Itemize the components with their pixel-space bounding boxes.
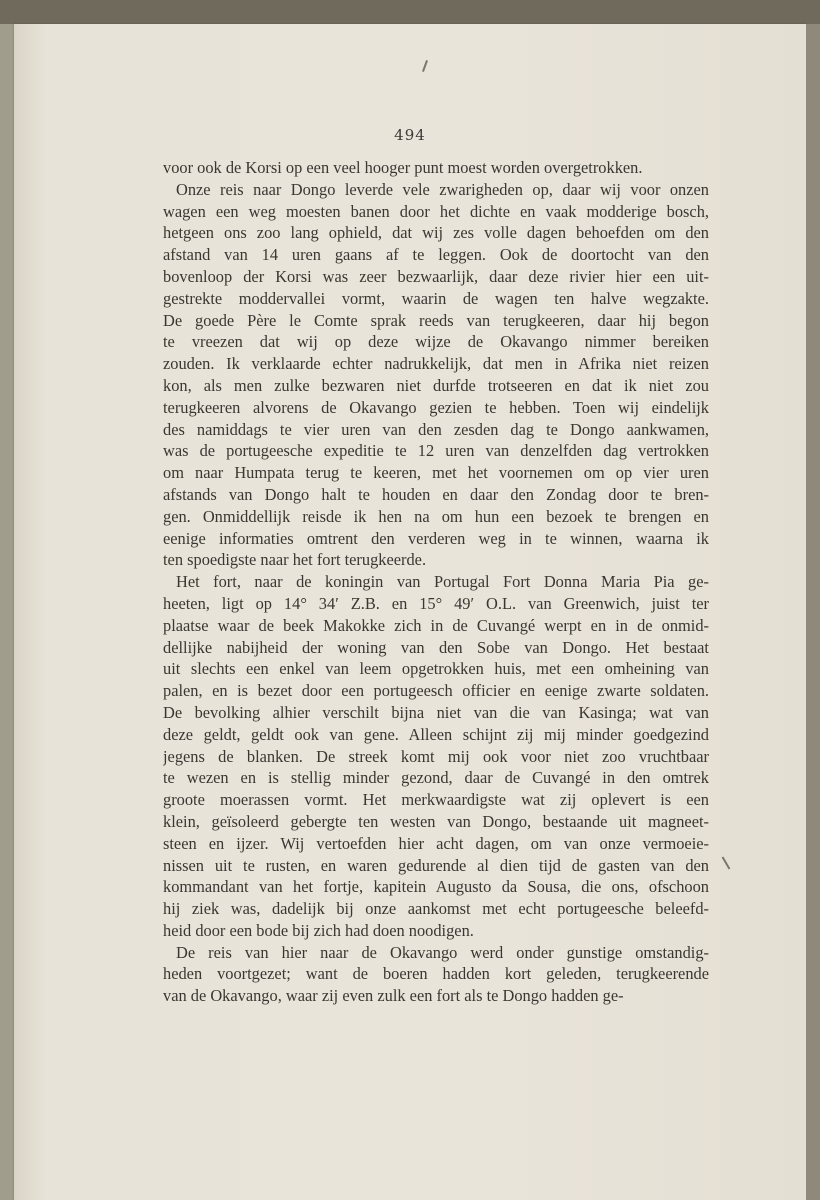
text-line: kon, als men zulke bezwaren niet durfde trotseeren en dat ik niet zou [163, 375, 709, 395]
text-line: heden voortgezet; want de boeren hadden kort geleden, terugkeerende [163, 964, 709, 984]
text-line: afstand van 14 uren gaans af te leggen. Ook de doortocht van den [163, 245, 709, 265]
text-line: hetgeen ons zoo lang ophield, dat wij zes volle dagen behoefden om den [163, 223, 709, 243]
text-line: bovenloop der Korsi was zeer bezwaarlijk, daar deze rivier hier een uit- [163, 266, 709, 286]
text-line: De reis van hier naar de Okavango werd onder gunstige omstandig- [176, 942, 709, 962]
text-line: klein, geïsoleerd gebergte ten westen van Dongo, bestaande uit magneet- [163, 811, 709, 831]
page-number: 494 [394, 126, 426, 144]
text-line: te vreezen dat wij op deze wijze de Okavango nimmer bereiken [163, 332, 709, 352]
text-line: gen. Onmiddellijk reisde ik hen na om hun een bezoek te brengen en [163, 506, 709, 526]
text-line: eenige informaties omtrent den verderen weg in te winnen, waarna ik [163, 528, 709, 548]
text-line: jegens de blanken. De streek komt mij ook voor niet zoo vruchtbaar [163, 746, 709, 766]
text-line: kommandant van het fortje, kapitein Augusto da Sousa, die ons, ofschoon [163, 877, 709, 897]
text-line: nissen uit te rusten, en waren gedurende al dien tijd de gasten van den [163, 855, 709, 875]
text-line: gestrekte moddervallei vormt, waarin de wagen ten halve wegzakte. [163, 288, 709, 308]
text-line: te wezen en is stellig minder gezond, daar de Cuvangé in den omtrek [163, 768, 709, 788]
text-line: ten spoedigste naar het fort terugkeerde. [163, 550, 427, 570]
text-line: groote moerassen vormt. Het merkwaardigste wat zij oplevert is een [163, 790, 709, 810]
text-line: van de Okavango, waar zij even zulk een fort als te Dongo hadden ge- [163, 986, 624, 1006]
text-line: om naar Humpata terug te keeren, met het voornemen om op vier uren [163, 463, 709, 483]
text-line: De goede Père le Comte sprak reeds van terugkeeren, daar hij begon [163, 310, 709, 330]
paragraph [163, 571, 709, 942]
text-line: was de portugeesche expeditie te 12 uren van denzelfden dag vertrokken [163, 441, 709, 461]
text-line: hij ziek was, dadelijk bij onze aankomst met echt portugeesche beleefd- [163, 899, 709, 919]
text-line: afstands van Dongo halt te houden en daar den Zondag door te bren- [163, 484, 709, 504]
text-line: terugkeeren alvorens de Okavango gezien te hebben. Toen wij eindelijk [163, 397, 709, 417]
paragraph [163, 942, 709, 1007]
text-line: voor ook de Korsi op een veel hooger punt moest worden overgetrokken. [163, 158, 643, 177]
text-line: uit slechts een enkel van leem opgetrokken huis, met een omheining van [163, 659, 709, 679]
text-line: plaatse waar de beek Makokke zich in de Cuvangé werpt en in de onmid- [163, 615, 709, 635]
text-line: palen, en is bezet door een portugeesch officier en eenige zwarte soldaten. [163, 681, 709, 701]
text-line: wagen een weg moesten banen door het dichte en vaak modderige bosch, [163, 201, 709, 221]
text-line: heid door een bode bij zich had doen noodigen. [163, 920, 474, 940]
paragraph [163, 179, 709, 571]
text-line: De bevolking alhier verschilt bijna niet van die van Kasinga; wat van [163, 702, 709, 722]
text-line: Onze reis naar Dongo leverde vele zwarigheden op, daar wij voor onzen [176, 179, 709, 199]
scan-background-top [0, 0, 820, 24]
text-line: dellijke nabijheid der woning van den Sobe van Dongo. Het bestaat [163, 637, 709, 657]
text-line: deze geldt, geldt ook van gene. Alleen schijnt zij mij minder goedgezind [163, 724, 709, 744]
text-line: steen en ijzer. Wij vertoefden hier acht dagen, om van onze vermoeie- [163, 833, 709, 853]
text-line: des namiddags te vier uren van den zesden dag te Dongo aankwamen, [163, 419, 709, 439]
next-page-edge [806, 24, 820, 1200]
text-line: Het fort, naar de koningin van Portugal Fort Donna Maria Pia ge- [176, 572, 709, 592]
body-text [163, 157, 709, 1007]
text-line: zouden. Ik verklaarde echter nadrukkelijk, dat men in Afrika niet reizen [163, 354, 709, 374]
paragraph [163, 157, 709, 179]
text-line: heeten, ligt op 14° 34′ Z.B. en 15° 49′ O.L. van Greenwich, juist ter [163, 593, 709, 613]
